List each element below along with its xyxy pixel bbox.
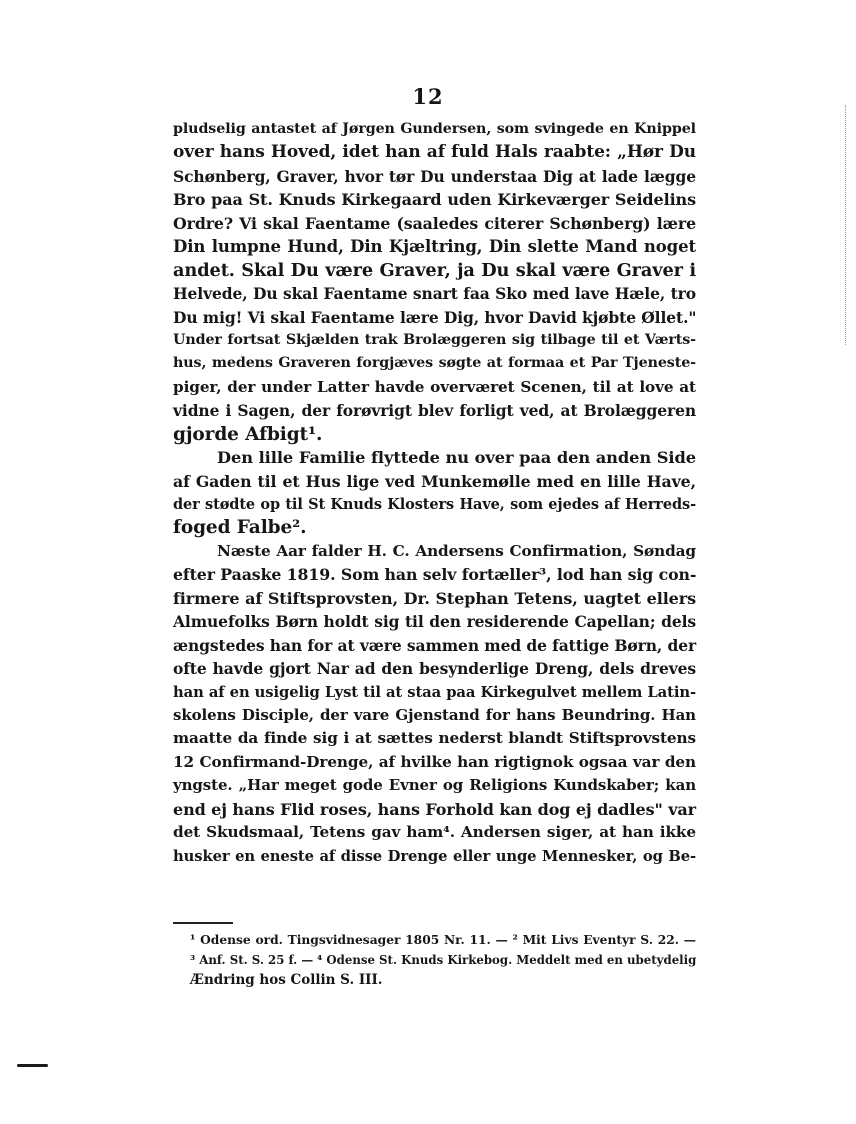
- text-line: pludselig antastet af Jørgen Gundersen, som svingede en Knippel: [173, 121, 696, 137]
- text-line: over hans Hoved, idet han af fuld Hals raabte: „Hør Du: [173, 142, 696, 163]
- text-line: vidne i Sagen, der forøvrigt blev forligt ved, at Brolæggeren: [173, 401, 696, 421]
- text-line: Almuefolks Børn holdt sig til den residerende Capellan; dels: [173, 612, 696, 632]
- text-line: foged Falbe².: [173, 517, 307, 539]
- paragraph: [173, 118, 696, 446]
- text-line: hus, medens Graveren forgjæves søgte at formaa et Par Tjeneste-: [173, 355, 696, 372]
- margin-mark: [17, 1064, 48, 1067]
- footnote-divider: [173, 922, 233, 924]
- text-line: Schønberg, Graver, hvor tør Du understaa Dig at lade lægge: [173, 166, 696, 186]
- text-line: han af en usigelig Lyst til at staa paa Kirkegulvet mellem Latin-: [173, 683, 696, 701]
- text-line: Bro paa St. Knuds Kirkegaard uden Kirkeværger Seidelins: [173, 190, 696, 210]
- text-line: husker en eneste af disse Drenge eller unge Mennesker, og Be-: [173, 847, 696, 865]
- body-text: [173, 118, 696, 868]
- text-line: Næste Aar falder H. C. Andersens Confirmation, Søndag: [217, 541, 696, 560]
- text-line: Din lumpne Hund, Din Kjæltring, Din slette Mand noget: [173, 237, 696, 257]
- text-line: maatte da finde sig i at sættes nederst blandt Stiftsprovstens: [173, 729, 696, 748]
- text-line: ængstedes han for at være sammen med de fattige Børn, der: [173, 635, 697, 655]
- footnote-line: Ændring hos Collin S. III.: [190, 972, 383, 988]
- paragraph: [173, 540, 696, 868]
- text-line: gjorde Afbigt¹.: [173, 423, 323, 445]
- text-line: Ordre? Vi skal Faentame (saaledes citerer Schønberg) lære: [173, 213, 696, 233]
- text-line: Helvede, Du skal Faentame snart faa Sko med lave Hæle, tro: [173, 284, 696, 304]
- text-line: piger, der under Latter havde overværet Scenen, til at love at: [173, 377, 696, 396]
- text-line: Du mig! Vi skal Faentame lære Dig, hvor David kjøbte Øllet.": [173, 307, 697, 327]
- text-line: skolens Disciple, der vare Gjenstand for hans Beundring. Han: [173, 705, 696, 724]
- text-line: Den lille Familie flyttede nu over paa den anden Side: [217, 448, 696, 468]
- text-line: 12 Confirmand-Drenge, af hvilke han rigtignok ogsaa var den: [173, 752, 696, 771]
- footnote-line: ¹ Odense ord. Tingsvidnesager 1805 Nr. 11. — ² Mit Livs Eventyr S. 22. —: [190, 932, 696, 947]
- text-line: ofte havde gjort Nar ad den besynderlige Dreng, dels dreves: [173, 659, 696, 679]
- footnotes: [173, 930, 696, 990]
- footnote-line: ³ Anf. St. S. 25 f. — ⁴ Odense St. Knuds Kirkebog. Meddelt med en ubetydelig: [190, 953, 697, 967]
- text-line: andet. Skal Du være Graver, ja Du skal være Graver i: [173, 259, 696, 281]
- text-line: yngste. „Har meget gode Evner og Religions Kundskaber; kan: [173, 776, 696, 795]
- text-line: det Skudsmaal, Tetens gav ham⁴. Andersen siger, at han ikke: [173, 823, 696, 842]
- text-line: end ej hans Flid roses, hans Forhold kan dog ej dadles" var: [173, 799, 696, 819]
- paragraph: [173, 446, 696, 540]
- page-number: 12: [412, 84, 444, 109]
- text-line: af Gaden til et Hus lige ved Munkemølle med en lille Have,: [173, 471, 696, 491]
- text-line: firmere af Stiftsprovsten, Dr. Stephan Tetens, uagtet ellers: [173, 588, 696, 608]
- text-line: der stødte op til St Knuds Klosters Have, som ejedes af Herreds-: [173, 496, 696, 513]
- page-edge-shadow: [845, 105, 850, 345]
- text-line: Under fortsat Skjælden trak Brolæggeren sig tilbage til et Værts-: [173, 331, 696, 348]
- text-line: efter Paaske 1819. Som han selv fortæller³, lod han sig con-: [173, 565, 697, 585]
